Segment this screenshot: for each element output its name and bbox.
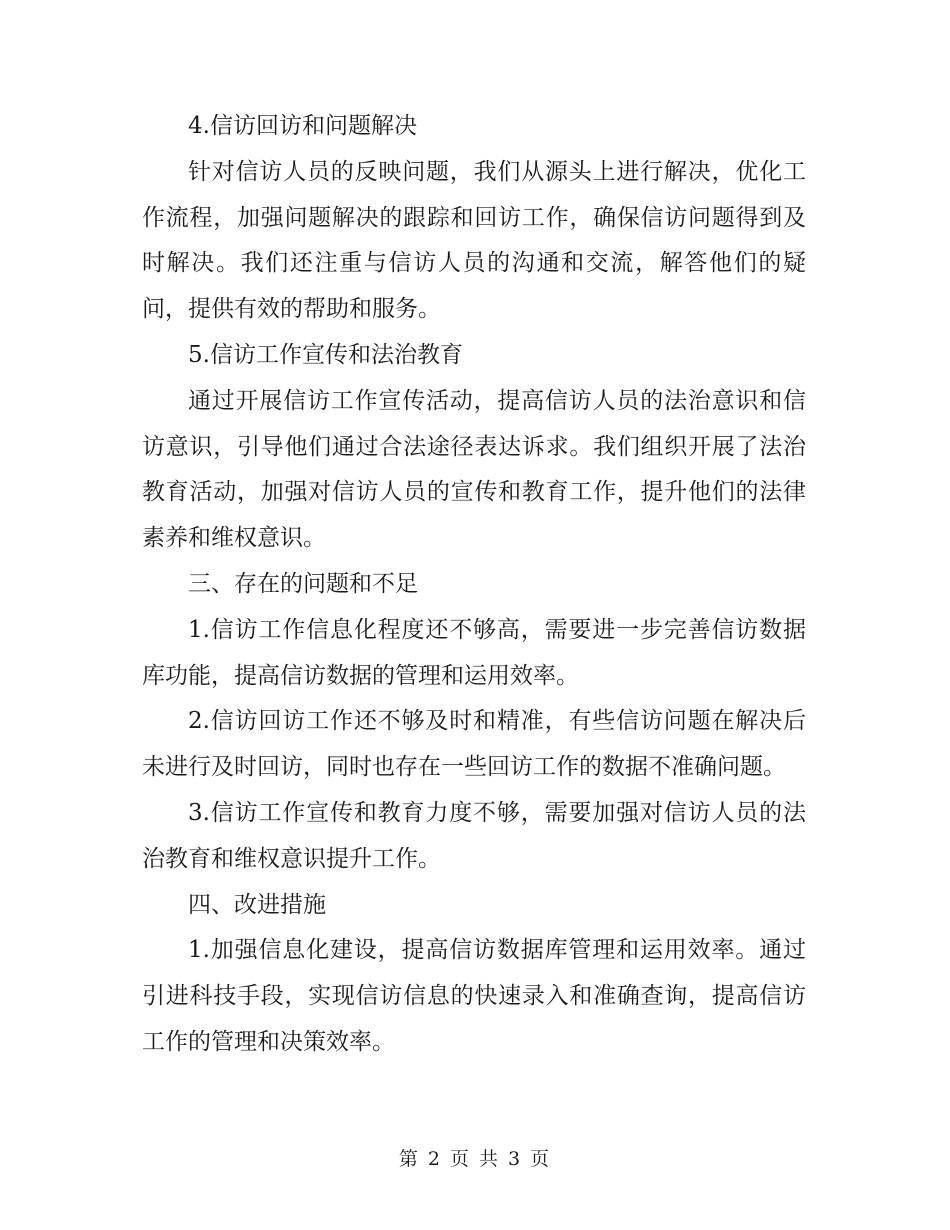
paragraph-return-visit: 针对信访人员的反映问题，我们从源头上进行解决，优化工作流程，加强问题解决的跟踪和回访工作，确保信访问题得到及时解决。我们还注重与信访人员的沟通和交流，解答他们的疑问，提供有效的帮助和服务。 xyxy=(142,158,806,323)
problem-item-1: 1.信访工作信息化程度还不够高，需要进一步完善信访数据库功能，提高信访数据的管理和运用效率。 xyxy=(142,616,806,689)
problem-item-3: 3.信访工作宣传和教育力度不够，需要加强对信访人员的法治教育和维权意识提升工作。 xyxy=(142,799,806,872)
improvement-item-1: 1.加强信息化建设，提高信访数据库管理和运用效率。通过引进科技手段，实现信访信息的快速录入和准确查询，提高信访工作的管理和决策效率。 xyxy=(142,937,806,1055)
paragraph-publicity-education: 通过开展信访工作宣传活动，提高信访人员的法治意识和信访意识，引导他们通过合法途径表达诉求。我们组织开展了法治教育活动，加强对信访人员的宣传和教育工作，提升他们的法律素养和维权意识。 xyxy=(142,387,806,552)
document-body xyxy=(142,104,806,1066)
problem-item-2: 2.信访回访工作还不够及时和精准，有些信访问题在解决后未进行及时回访，同时也存在一些回访工作的数据不准确问题。 xyxy=(142,708,806,781)
heading-publicity-education: 5.信访工作宣传和法治教育 xyxy=(188,341,463,368)
section-heading-improvements: 四、改进措施 xyxy=(188,891,326,918)
section-heading-problems: 三、存在的问题和不足 xyxy=(188,570,418,597)
page-number-footer: 第 2 页 共 3 页 xyxy=(398,1148,552,1170)
heading-return-visit: 4.信访回访和问题解决 xyxy=(188,113,417,139)
